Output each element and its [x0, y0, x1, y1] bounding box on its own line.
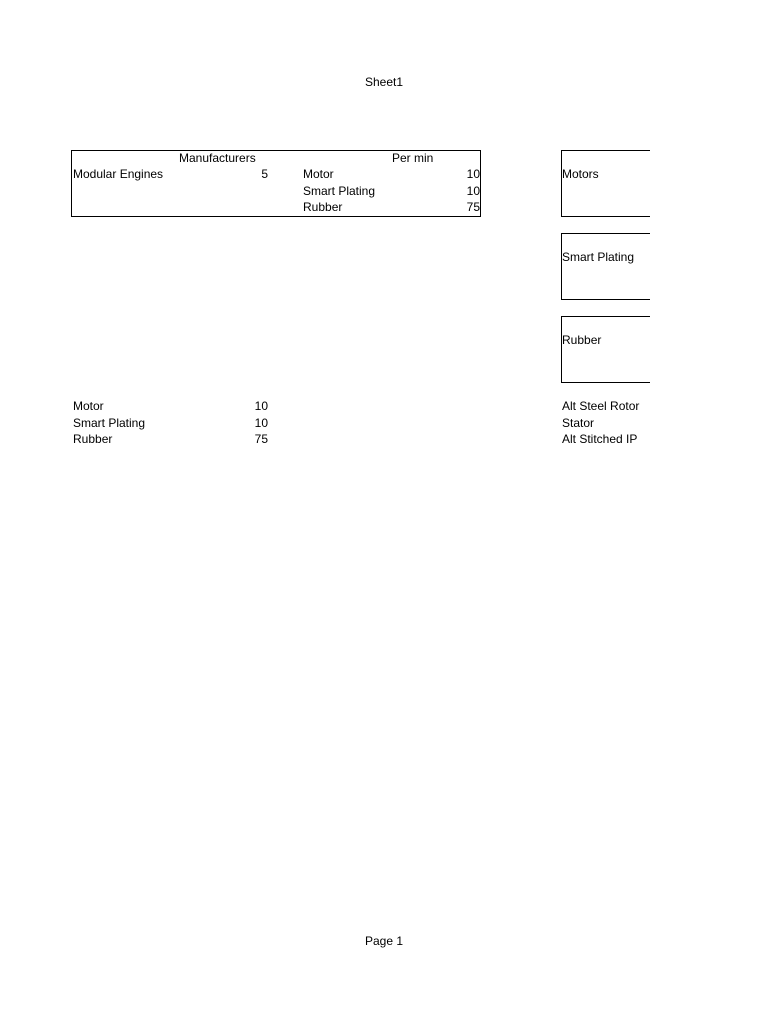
smart-plating-box	[561, 233, 650, 300]
header-manufacturers: Manufacturers	[179, 151, 256, 165]
summary-name-rubber: Rubber	[73, 432, 113, 446]
summary-value-smart-plating: 10	[254, 416, 268, 430]
alt-recipe-steel-rotor: Alt Steel Rotor	[562, 399, 640, 413]
rubber-box-label: Rubber	[562, 333, 602, 347]
header-per-min: Per min	[392, 151, 434, 165]
motors-box	[561, 150, 650, 217]
manufacturers-count: 5	[261, 167, 268, 181]
input-name-smart-plating: Smart Plating	[303, 184, 376, 198]
alt-recipe-stitched-ip: Alt Stitched IP	[562, 432, 638, 446]
smart-plating-box-label: Smart Plating	[562, 250, 635, 264]
summary-name-smart-plating: Smart Plating	[73, 416, 146, 430]
recipe-stator: Stator	[562, 416, 595, 430]
input-name-motor: Motor	[303, 167, 334, 181]
product-name: Modular Engines	[73, 167, 164, 181]
input-rate-rubber: 75	[466, 200, 480, 214]
input-rate-smart-plating: 10	[466, 184, 480, 198]
sheet-title: Sheet1	[364, 75, 404, 89]
input-name-rubber: Rubber	[303, 200, 343, 214]
input-rate-motor: 10	[466, 167, 480, 181]
summary-name-motor: Motor	[73, 399, 104, 413]
motors-box-label: Motors	[562, 167, 599, 181]
page-number: Page 1	[364, 934, 404, 948]
rubber-box	[561, 316, 650, 383]
summary-value-rubber: 75	[254, 432, 268, 446]
summary-value-motor: 10	[254, 399, 268, 413]
